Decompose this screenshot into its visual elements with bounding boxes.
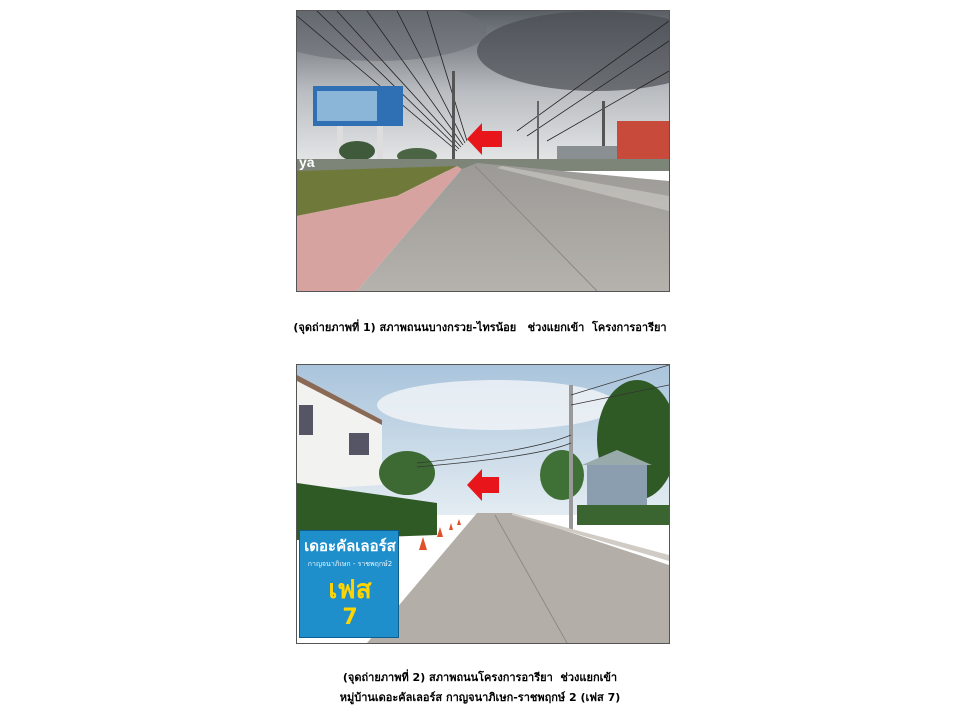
utility-pole [569, 385, 573, 530]
photo-2-caption-line-2: หมู่บ้านเดอะคัลเลอร์ส กาญจนาภิเษก-ราชพฤกษ์ 2 (เฟส 7) [339, 691, 621, 704]
sign-location: กาญจนาภิเษก - ราชพฤกษ์2 [307, 560, 393, 568]
photo-1-caption: (จุดถ่ายภาพที่ 1) สภาพถนนบางกรวย-ไทรน้อย ช่วงแยกเข้า โครงการอารียา [293, 321, 667, 334]
village-sign [299, 530, 399, 638]
billboard-partial-text: ya [299, 154, 315, 170]
sign-phase-number: 7 [342, 605, 358, 630]
sign-village-name: เดอะคัลเลอร์ส [304, 537, 396, 555]
utility-pole [452, 71, 455, 166]
photo-2-caption [0, 668, 960, 708]
sign-phase-label: เฟส [328, 575, 372, 605]
roadside-shop [617, 121, 669, 161]
photo-1-scene [297, 11, 669, 291]
photo-2-caption-line-1: (จุดถ่ายภาพที่ 2) สภาพถนนโครงการอารียา ช่วงแยกเข้า [342, 671, 618, 684]
photo-1-main-road [296, 10, 670, 292]
